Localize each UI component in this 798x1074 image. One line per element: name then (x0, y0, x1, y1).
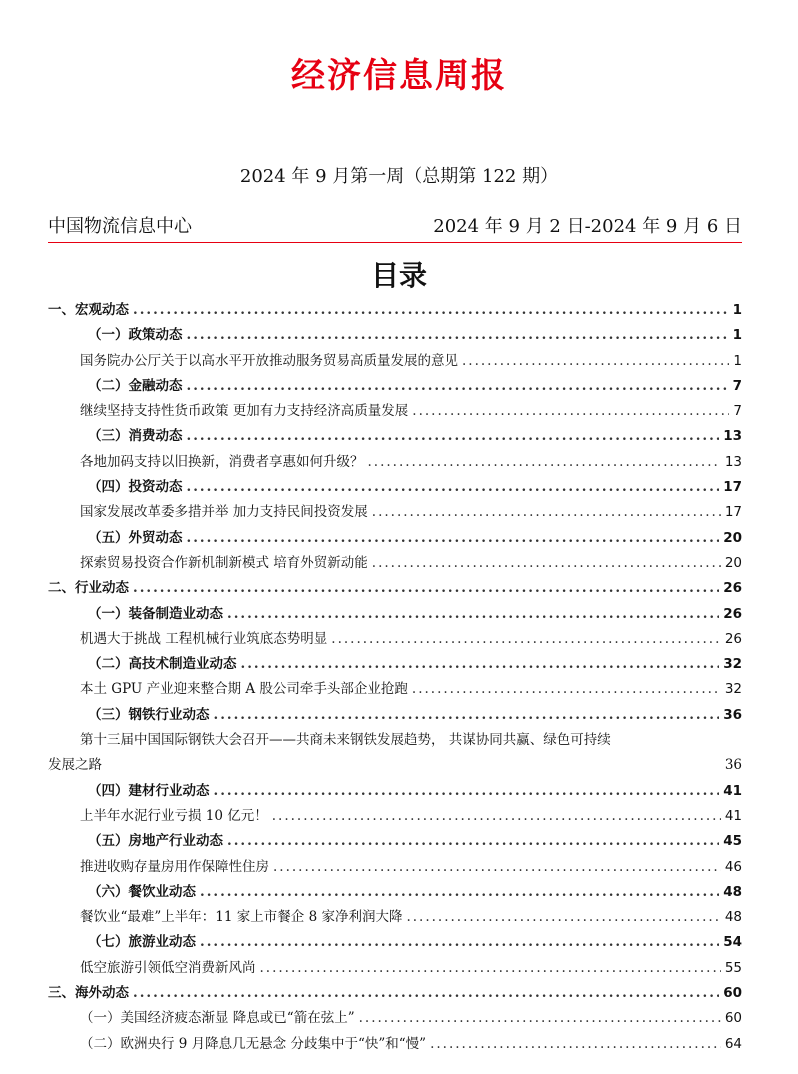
toc-entry-text: （二）欧洲央行 9 月降息几无悬念 分歧集中于“快”和“慢” (80, 1035, 427, 1052)
toc-page-number: 20 (723, 529, 742, 546)
toc-entry-text: （一）美国经济疲态渐显 降息或已“箭在弦上” (80, 1010, 355, 1027)
toc-entry-text: 探索贸易投资合作新机制新模式 培育外贸新动能 (80, 554, 368, 571)
toc-subsection[interactable] (48, 652, 742, 677)
toc-subsection[interactable] (48, 829, 742, 854)
leader-dots (241, 652, 720, 677)
leader-dots (430, 1032, 721, 1057)
leader-dots (133, 298, 729, 323)
toc-page-number: 20 (724, 554, 742, 571)
report-title: 经济信息周报 (291, 56, 507, 96)
toc-page-number: 7 (733, 403, 742, 420)
meta-row (48, 212, 742, 238)
leader-dots (214, 779, 720, 804)
leader-dots (273, 855, 721, 880)
date-range: 2024 年 9 月 2 日-2024 年 9 月 6 日 (433, 216, 742, 237)
toc-subsection[interactable] (48, 703, 742, 728)
toc-page-number: 48 (723, 883, 742, 900)
toc-entry[interactable] (48, 956, 742, 981)
toc-heading: 目录 (370, 259, 427, 292)
leader-dots (187, 526, 720, 551)
toc-entry-text: （五）房地产行业动态 (88, 833, 223, 850)
leader-dots (372, 500, 721, 525)
toc-entry-text: （三）钢铁行业动态 (88, 706, 210, 723)
toc-entry-text: （五）外贸动态 (88, 529, 183, 546)
toc-subsection[interactable] (48, 323, 742, 348)
toc-subsection[interactable] (48, 475, 742, 500)
toc-page-number: 64 (724, 1035, 742, 1052)
leader-dots (187, 424, 720, 449)
toc-subsection[interactable] (48, 779, 742, 804)
toc-entry[interactable] (48, 450, 742, 475)
toc-page-number: 1 (732, 327, 742, 344)
leader-dots (187, 323, 729, 348)
toc-entry-text: （二）金融动态 (88, 377, 183, 394)
toc-page-number: 41 (723, 782, 742, 799)
table-of-contents (48, 298, 742, 1057)
toc-page-number: 32 (723, 656, 742, 673)
toc-subsection[interactable] (48, 880, 742, 905)
header-divider (48, 242, 742, 243)
toc-entry[interactable] (48, 1006, 742, 1031)
toc-entry-text: 推进收购存量房用作保障性住房 (80, 858, 269, 875)
toc-entry[interactable] (48, 905, 742, 930)
toc-entry-text: （一）装备制造业动态 (88, 605, 223, 622)
toc-section[interactable] (48, 298, 742, 323)
toc-entry-text-cont: 发展之路 (48, 757, 102, 774)
leader-dots (187, 374, 729, 399)
toc-page-number: 13 (724, 453, 742, 470)
leader-dots (462, 349, 729, 374)
toc-entry[interactable] (48, 551, 742, 576)
leader-dots (331, 627, 721, 652)
toc-section[interactable] (48, 981, 742, 1006)
toc-entry[interactable] (48, 500, 742, 525)
leader-dots (133, 981, 719, 1006)
toc-entry-text: （三）消费动态 (88, 428, 183, 445)
toc-page-number: 32 (724, 681, 742, 698)
toc-page-number: 1 (733, 352, 742, 369)
toc-entry[interactable] (48, 627, 742, 652)
toc-entry-text: 餐饮业“最难”上半年：11 家上市餐企 8 家净利润大降 (80, 909, 403, 926)
toc-entry-text: 上半年水泥行业亏损 10 亿元！ (80, 807, 268, 824)
leader-dots (187, 475, 720, 500)
toc-entry[interactable] (48, 399, 742, 424)
toc-section[interactable] (48, 576, 742, 601)
toc-page-number: 26 (723, 605, 742, 622)
toc-page-number: 1 (732, 302, 742, 318)
toc-entry-text: （二）高技术制造业动态 (88, 656, 237, 673)
toc-page-number: 60 (723, 985, 742, 1002)
issue-line: 2024 年 9 月第一周（总期第 122 期） (239, 166, 559, 187)
toc-entry[interactable] (48, 804, 742, 829)
leader-dots (372, 551, 721, 576)
toc-entry-text: 三、海外动态 (48, 985, 129, 1002)
toc-subsection[interactable] (48, 374, 742, 399)
publisher: 中国物流信息中心 (48, 216, 192, 237)
toc-entry-text: 继续坚持支持性货币政策 更加有力支持经济高质量发展 (80, 403, 409, 420)
toc-entry-text: 国家发展改革委多措并举 加力支持民间投资发展 (80, 504, 368, 521)
leader-dots (200, 880, 719, 905)
toc-subsection[interactable] (48, 424, 742, 449)
toc-subsection[interactable] (48, 602, 742, 627)
leader-dots (227, 829, 719, 854)
toc-subsection[interactable] (48, 930, 742, 955)
toc-page-number: 26 (723, 580, 742, 597)
toc-entry[interactable] (48, 677, 742, 702)
leader-dots (133, 576, 719, 601)
toc-entry-text: 本土 GPU 产业迎来整合期 A 股公司牵手头部企业抢跑 (80, 681, 408, 698)
toc-entry-text: 机遇大于挑战 工程机械行业筑底态势明显 (80, 630, 328, 647)
toc-entry-text: （六）餐饮业动态 (88, 883, 196, 900)
toc-page-number: 26 (724, 630, 742, 647)
toc-entry-text: 国务院办公厅关于以高水平开放推动服务贸易高质量发展的意见 (80, 352, 458, 369)
toc-page-number: 17 (723, 479, 742, 496)
toc-page-number: 17 (724, 504, 742, 521)
toc-entry-text: 低空旅游引领低空消费新风尚 (80, 959, 256, 976)
leader-dots (359, 1006, 721, 1031)
toc-entry-text: 一、宏观动态 (48, 302, 129, 318)
leader-dots (272, 804, 721, 829)
toc-page-number: 7 (732, 377, 742, 394)
toc-entry[interactable] (48, 1032, 742, 1057)
toc-entry-text: 第十三届中国国际钢铁大会召开——共商未来钢铁发展趋势， 共谋协同共赢、绿色可持续 (80, 732, 611, 749)
toc-page-number: 48 (724, 909, 742, 926)
leader-dots (214, 703, 720, 728)
leader-dots (200, 930, 719, 955)
leader-dots (260, 956, 721, 981)
toc-entry-text: （四）投资动态 (88, 479, 183, 496)
toc-page-number: 55 (724, 959, 742, 976)
toc-entry-text: （四）建材行业动态 (88, 782, 210, 799)
toc-page-number: 36 (723, 706, 742, 723)
toc-entry-text: （七）旅游业动态 (88, 934, 196, 951)
toc-page-number: 60 (724, 1010, 742, 1027)
leader-dots (412, 677, 721, 702)
leader-dots (368, 450, 721, 475)
toc-page-number: 41 (724, 807, 742, 824)
toc-entry-text: 二、行业动态 (48, 580, 129, 597)
toc-entry-continuation (48, 753, 742, 778)
toc-entry-text: （一）政策动态 (88, 327, 183, 344)
toc-entry[interactable] (48, 728, 742, 779)
toc-entry[interactable] (48, 855, 742, 880)
toc-page-number: 13 (723, 428, 742, 445)
toc-entry-text: 各地加码支持以旧换新，消费者享惠如何升级？ (80, 453, 364, 470)
leader-dots (412, 399, 729, 424)
toc-page-number: 45 (723, 833, 742, 850)
leader-dots (406, 905, 720, 930)
toc-entry[interactable] (48, 349, 742, 374)
toc-subsection[interactable] (48, 526, 742, 551)
toc-page-number: 54 (723, 934, 742, 951)
leader-dots (227, 602, 719, 627)
toc-page-number: 36 (724, 757, 742, 774)
toc-page-number: 46 (724, 858, 742, 875)
